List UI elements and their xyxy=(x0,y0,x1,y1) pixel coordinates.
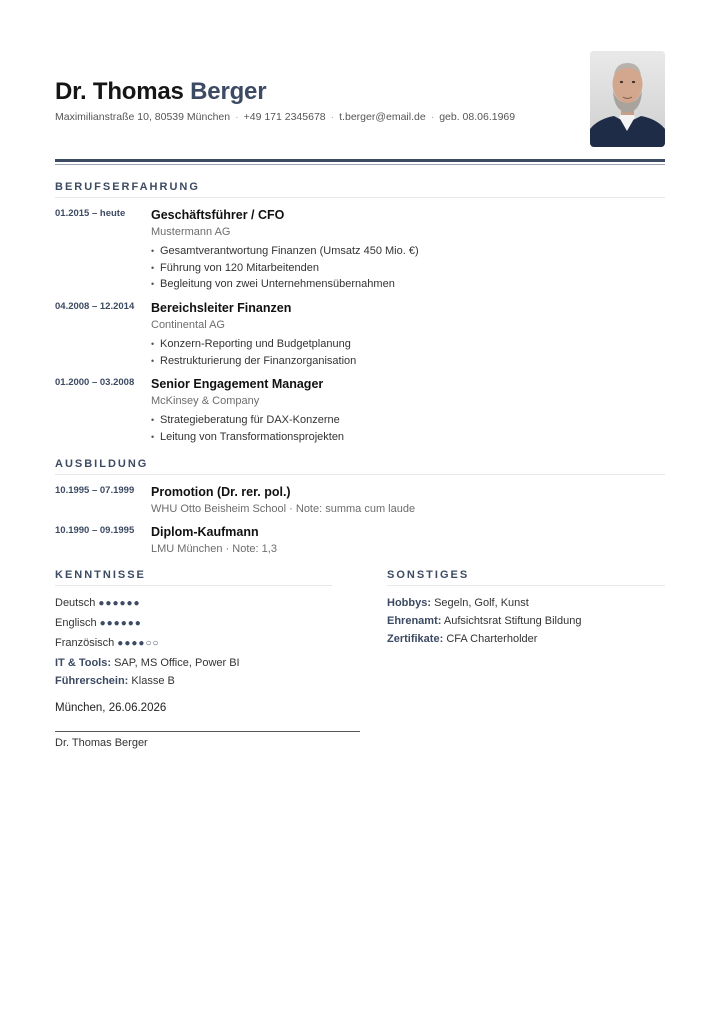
separator: · xyxy=(330,111,335,123)
bullet-item: • Leitung von Transformationsprojekten xyxy=(151,430,345,443)
it-value: SAP, MS Office, Power BI xyxy=(114,657,240,669)
entry-company: McKinsey & Company xyxy=(151,395,260,407)
entry-role: Senior Engagement Manager xyxy=(151,377,324,391)
header-divider xyxy=(55,159,665,162)
section-title-experience: BERUFSERFAHRUNG xyxy=(55,181,200,193)
misc-value: Segeln, Golf, Kunst xyxy=(434,597,529,609)
language-name: Englisch xyxy=(55,617,97,629)
section-rule xyxy=(55,585,332,586)
full-name xyxy=(55,78,595,106)
email: t.berger@email.de xyxy=(339,111,426,123)
misc-label: Hobbys: xyxy=(387,597,431,609)
bullet-item: • Restrukturierung der Finanzorganisation xyxy=(151,354,357,367)
driving-license xyxy=(55,674,175,688)
entry-company: Continental AG xyxy=(151,319,225,331)
bullet-item: • Konzern-Reporting und Budgetplanung xyxy=(151,338,351,350)
section-title-skills: KENNTNISSE xyxy=(55,569,146,581)
language-skill xyxy=(55,596,141,611)
entry-role: Geschäftsführer / CFO xyxy=(151,208,285,222)
entry-bullets xyxy=(151,243,665,293)
signature-name: Dr. Thomas Berger xyxy=(55,737,148,749)
entry-company: Mustermann AG xyxy=(151,226,231,238)
bullet-item: • Führung von 120 Mitarbeitenden xyxy=(151,261,319,274)
misc-value: Aufsichtsrat Stiftung Bildung xyxy=(443,615,582,627)
header-divider-thin xyxy=(55,164,665,165)
it-skills xyxy=(55,656,240,670)
language-name: Deutsch xyxy=(55,597,96,609)
entry-degree: Diplom-Kaufmann xyxy=(151,525,259,539)
entry-bullets xyxy=(151,336,665,369)
bullet-item: • Strategieberatung für DAX-Konzerne xyxy=(151,414,340,426)
section-title-misc: SONSTIGES xyxy=(387,569,470,581)
portrait-photo xyxy=(590,51,665,147)
license-label: Führerschein: xyxy=(55,675,129,687)
entry-date: 10.1990 – 09.1995 xyxy=(55,525,135,536)
language-skill xyxy=(55,636,160,651)
license-value: Klasse B xyxy=(131,675,175,687)
birth-date: geb. 08.06.1969 xyxy=(439,111,516,123)
misc-item xyxy=(387,614,581,628)
section-title-education: AUSBILDUNG xyxy=(55,458,149,470)
last-name: Berger xyxy=(190,78,267,105)
entry-institution: LMU München · Note: 1,3 xyxy=(151,543,277,555)
language-name: Französisch xyxy=(55,637,115,649)
contact-line xyxy=(55,111,595,123)
section-rule xyxy=(55,474,665,475)
misc-item xyxy=(387,632,537,646)
entry-institution: WHU Otto Beisheim School · Note: summa cum laude xyxy=(151,503,416,515)
bullet-item: • Gesamtverantwortung Finanzen (Umsatz 450 Mio. €) xyxy=(151,245,419,257)
rating-dots: ●●●●○○ xyxy=(117,638,160,649)
misc-label: Zertifikate: xyxy=(387,633,444,645)
misc-value: CFA Charterholder xyxy=(446,633,538,645)
entry-date: 01.2000 – 03.2008 xyxy=(55,377,135,388)
entry-date: 10.1995 – 07.1999 xyxy=(55,485,135,496)
portrait-illustration xyxy=(590,51,665,147)
entry-degree: Promotion (Dr. rer. pol.) xyxy=(151,485,291,499)
entry-bullets xyxy=(151,412,665,445)
misc-item xyxy=(387,596,529,610)
misc-label: Ehrenamt: xyxy=(387,615,442,627)
separator: · xyxy=(235,111,239,123)
cv-header xyxy=(55,78,595,123)
entry-role: Bereichsleiter Finanzen xyxy=(151,301,292,315)
rating-dots: ●●●●●● xyxy=(98,598,141,609)
language-skill xyxy=(55,616,142,631)
address: Maximilianstraße 10, 80539 München xyxy=(55,111,231,123)
section-rule xyxy=(387,585,665,586)
separator: · xyxy=(430,111,435,123)
section-rule xyxy=(55,197,665,198)
bullet-item: • Begleitung von zwei Unternehmensübernahmen xyxy=(151,278,395,290)
rating-dots: ●●●●●● xyxy=(99,618,142,629)
place-date: München, 26.06.2026 xyxy=(55,702,167,714)
entry-date: 01.2015 – heute xyxy=(55,208,126,219)
entry-date: 04.2008 – 12.2014 xyxy=(55,301,135,312)
it-label: IT & Tools: xyxy=(55,657,112,669)
first-name: Dr. Thomas xyxy=(55,78,184,105)
phone: +49 171 2345678 xyxy=(243,111,326,123)
signature-line xyxy=(55,731,360,732)
